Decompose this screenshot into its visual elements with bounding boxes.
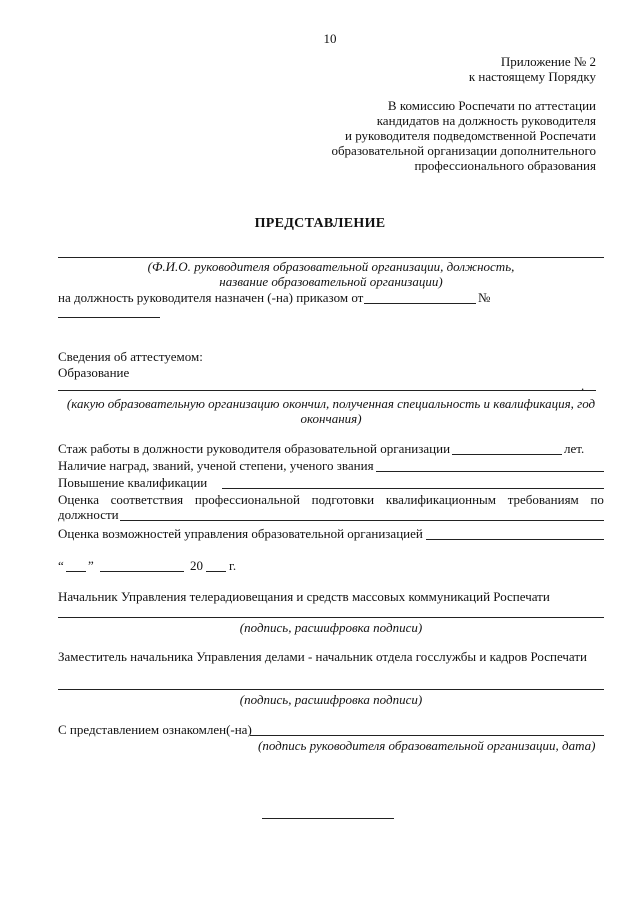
assessment-word: профессиональной: [194, 492, 300, 507]
addressee-line-2: кандидатов на должность руководителя: [376, 113, 596, 128]
assessment-word: требованиям: [507, 492, 579, 507]
fio-hint-line-2: название образовательной организации): [219, 274, 443, 289]
awards-label: Наличие наград, званий, ученой степени, ученого звания: [58, 458, 374, 473]
assessment-label-line-2: должности: [58, 507, 119, 522]
awards-line[interactable]: [376, 471, 604, 472]
date-open-quote: “: [58, 558, 64, 573]
date-day-line[interactable]: [66, 571, 86, 572]
education-hint-line-1: (какую образовательную организацию окончил, полученная специальность и квалификация, год: [66, 396, 596, 411]
assessment-label-line-1: [58, 492, 604, 507]
appendix-line-2: к настоящему Порядку: [468, 69, 596, 84]
appendix-line-1: Приложение № 2: [500, 54, 596, 69]
assessment-word: соответствия: [110, 492, 184, 507]
signer1-signature-line[interactable]: [58, 617, 604, 618]
signer2-hint: (подпись, расшифровка подписи): [239, 692, 423, 707]
addressee-line-5: профессионального образования: [414, 158, 596, 173]
info-heading: Сведения об аттестуемом:: [58, 349, 203, 364]
addressee-line-4: образовательной организации дополнительного: [331, 143, 596, 158]
order-date-line[interactable]: [364, 303, 476, 304]
bottom-separator: [262, 818, 394, 819]
acquainted-hint: (подпись руководителя образовательной организации, дата): [258, 738, 596, 753]
assessment-line[interactable]: [120, 520, 604, 521]
fio-hint-line-1: (Ф.И.О. руководителя образовательной организации, должность,: [147, 259, 515, 274]
assessment-word: квалификационным: [385, 492, 496, 507]
document-title: ПРЕДСТАВЛЕНИЕ: [254, 216, 386, 231]
date-year-prefix: 20: [190, 558, 203, 573]
assessment-word: подготовки: [311, 492, 375, 507]
experience-unit: лет.: [564, 441, 585, 456]
date-close-quote: ”: [88, 558, 94, 573]
acquainted-label: С представлением ознакомлен(-на): [58, 722, 252, 737]
signer1-hint: (подпись, расшифровка подписи): [239, 620, 423, 635]
education-dot: .: [581, 378, 585, 393]
date-month-line[interactable]: [100, 571, 184, 572]
order-number-sign: №: [478, 290, 491, 305]
qualification-label: Повышение квалификации: [58, 475, 208, 490]
fio-line[interactable]: [58, 257, 604, 258]
addressee-line-3: и руководителя подведомственной Роспечати: [345, 128, 596, 143]
education-label: Образование: [58, 365, 130, 380]
appointed-label: на должность руководителя назначен (-на) приказом от: [58, 290, 364, 305]
addressee-line-1: В комиссию Роспечати по аттестации: [387, 98, 596, 113]
experience-years-line[interactable]: [452, 454, 562, 455]
signer2-signature-line[interactable]: [58, 689, 604, 690]
acquainted-signature-line[interactable]: [250, 735, 604, 736]
education-hint-line-2: окончания): [300, 411, 362, 426]
capabilities-line[interactable]: [426, 539, 604, 540]
order-number-line[interactable]: [58, 317, 160, 318]
education-line[interactable]: [58, 390, 596, 391]
assessment-word: Оценка: [58, 492, 99, 507]
signer2-title: Заместитель начальника Управления делами - начальник отдела госслужбы и кадров Роспечати: [58, 649, 588, 664]
qualification-line[interactable]: [222, 488, 604, 489]
capabilities-label: Оценка возможностей управления образовательной организацией: [58, 526, 423, 541]
page-number: 10: [323, 31, 337, 46]
date-year-line[interactable]: [206, 571, 226, 572]
assessment-word: по: [590, 492, 604, 507]
signer1-title: Начальник Управления телерадиовещания и средств массовых коммуникаций Роспечати: [58, 589, 550, 604]
date-year-suffix: г.: [229, 558, 237, 573]
experience-label: Стаж работы в должности руководителя образовательной организации: [58, 441, 451, 456]
